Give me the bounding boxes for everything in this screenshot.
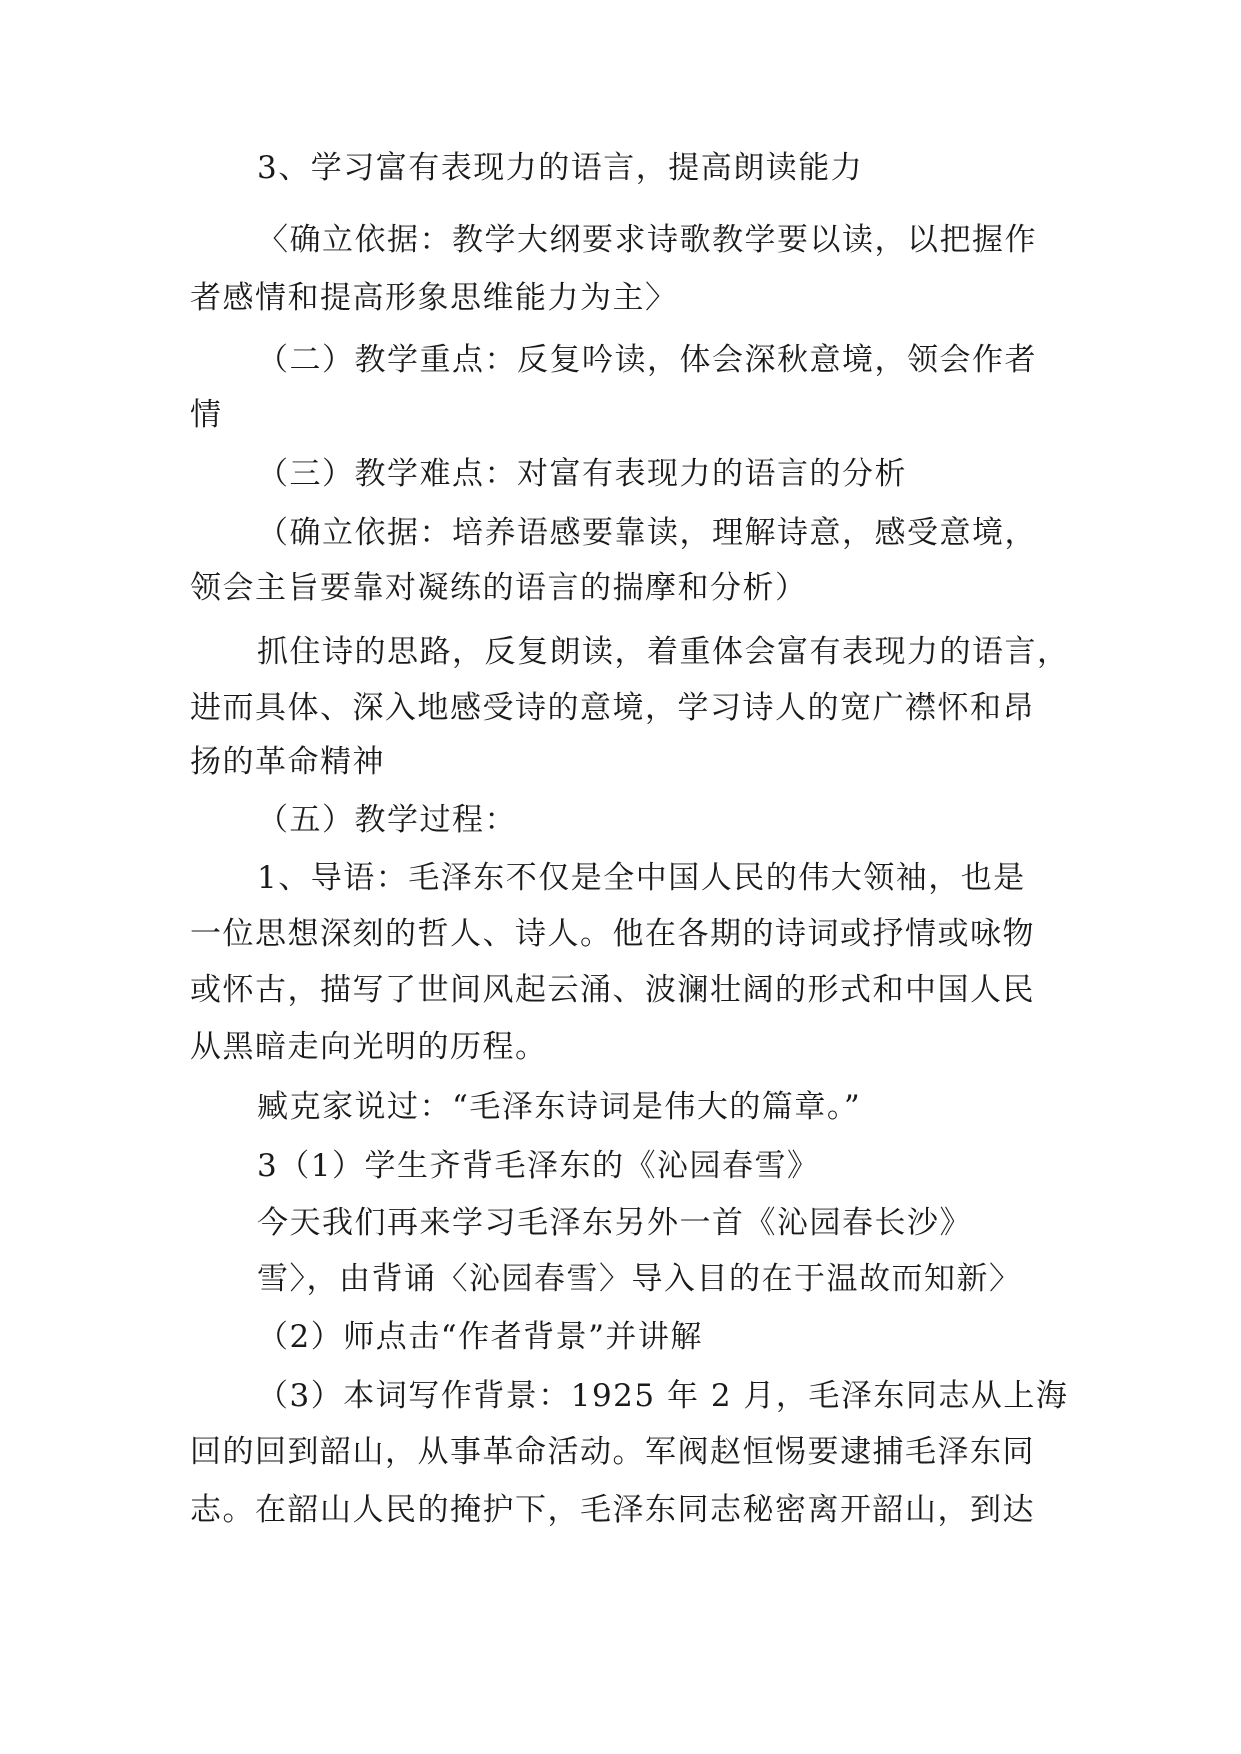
text-line: 〈确立依据：教学大纲要求诗歌教学要以读，以把握作 xyxy=(257,222,1037,258)
text-line: 领会主旨要靠对凝练的语言的揣摩和分析） xyxy=(190,570,808,606)
text-line: 1、导语：毛泽东不仅是全中国人民的伟大领袖，也是 xyxy=(257,860,1026,896)
text-line: （五）教学过程： xyxy=(257,802,517,838)
text-line: （3）本词写作背景：1925 年 2 月，毛泽东同志从上海 xyxy=(257,1378,1069,1414)
text-line: 情 xyxy=(190,397,223,433)
text-line: （二）教学重点：反复吟读，体会深秋意境，领会作者 xyxy=(257,342,1037,378)
text-line: （2）师点击“作者背景”并讲解 xyxy=(257,1319,703,1355)
text-line: 雪〉，由背诵〈沁园春雪〉导入目的在于温故而知新〉 xyxy=(257,1261,1022,1297)
text-line: 3（1）学生齐背毛泽东的《沁园春雪》 xyxy=(257,1148,820,1184)
text-line: 回的回到韶山，从事革命活动。军阀赵恒惕要逮捕毛泽东同 xyxy=(190,1434,1035,1470)
text-line: 志。在韶山人民的掩护下，毛泽东同志秘密离开韶山，到达 xyxy=(190,1492,1035,1528)
text-line: 3、学习富有表现力的语言，提高朗读能力 xyxy=(257,150,864,186)
text-line: 从黑暗走向光明的历程。 xyxy=(190,1029,548,1065)
text-line: 一位思想深刻的哲人、诗人。他在各期的诗词或抒情或咏物 xyxy=(190,916,1035,952)
text-line: （确立依据：培养语感要靠读，理解诗意，感受意境， xyxy=(257,515,1037,551)
text-line: 今天我们再来学习毛泽东另外一首《沁园春长沙》 xyxy=(257,1205,972,1241)
text-line: （三）教学难点：对富有表现力的语言的分析 xyxy=(257,456,907,492)
text-line: 扬的革命精神 xyxy=(190,744,385,780)
text-line: 者感情和提高形象思维能力为主〉 xyxy=(190,280,678,316)
text-line: 抓住诗的思路，反复朗读，着重体会富有表现力的语言， xyxy=(257,634,1070,670)
text-line: 臧克家说过：“毛泽东诗词是伟大的篇章。” xyxy=(257,1089,862,1125)
text-line: 或怀古，描写了世间风起云涌、波澜壮阔的形式和中国人民 xyxy=(190,972,1035,1008)
text-line: 进而具体、深入地感受诗的意境，学习诗人的宽广襟怀和昂 xyxy=(190,690,1035,726)
